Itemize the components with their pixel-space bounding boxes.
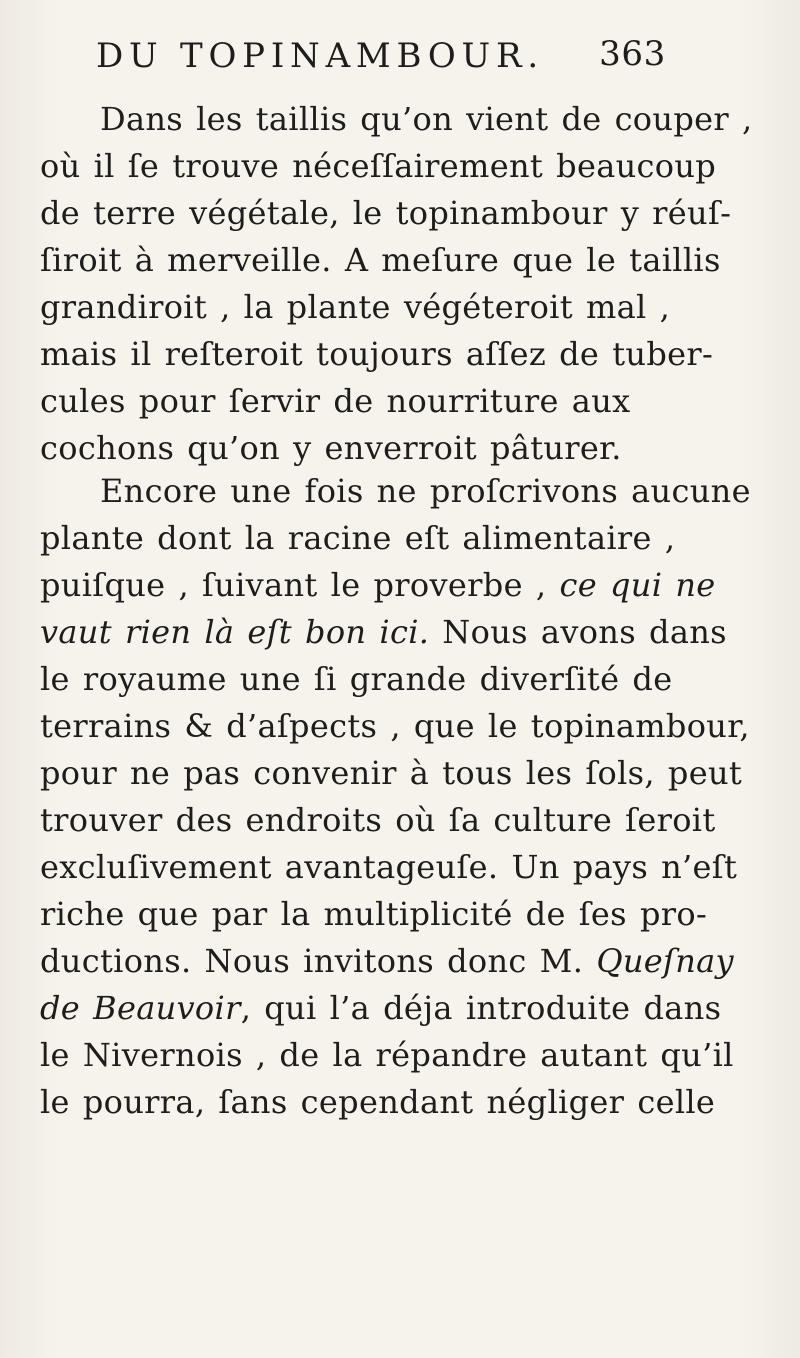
- italic-proverb: vaut rien là eſt bon ici.: [40, 613, 430, 651]
- text-segment: Nous avons dans: [429, 613, 727, 651]
- page-number: 363: [599, 34, 666, 74]
- page-header: [96, 34, 666, 90]
- text-line: Dans les taillis qu’on vient de couper ,: [100, 100, 753, 138]
- text-line: grandiroit , la plante végéteroit mal ,: [40, 288, 671, 326]
- text-line: [40, 562, 740, 609]
- text-line: [40, 938, 740, 985]
- italic-name: Queſnay: [596, 942, 734, 980]
- text-line: [40, 985, 740, 1032]
- paragraph-2: [40, 468, 751, 1126]
- text-line: ſiroit à merveille. A meſure que le taillis: [40, 241, 721, 279]
- text-line: [40, 609, 740, 656]
- text-line: le pourra, ſans cependant négliger celle: [40, 1083, 716, 1121]
- text-line: Encore une fois ne proſcrivons aucune: [100, 472, 751, 510]
- italic-proverb: ce qui ne: [559, 566, 716, 604]
- text-line: pour ne pas convenir à tous les ſols, peut: [40, 754, 743, 792]
- text-segment: , qui l’a déja introduite dans: [240, 989, 722, 1027]
- text-line: trouver des endroits où ſa culture ſeroit: [40, 801, 716, 839]
- text-line: de terre végétale, le topinambour y réuſ-: [40, 194, 732, 232]
- text-line: plante dont la racine eſt alimentaire ,: [40, 519, 676, 557]
- text-line: cules pour ſervir de nourriture aux: [40, 382, 631, 420]
- text-line: excluſivement avantageuſe. Un pays n’eſt: [40, 848, 738, 886]
- italic-name: de Beauvoir: [40, 989, 241, 1027]
- text-segment: ductions. Nous invitons donc M.: [40, 942, 597, 980]
- text-segment: puiſque , ſuivant le proverbe ,: [40, 566, 560, 604]
- text-line: le royaume une ſi grande diverſité de: [40, 660, 673, 698]
- text-line: terrains & d’aſpects , que le topinambour,: [40, 707, 750, 745]
- running-title: DU TOPINAMBOUR.: [96, 36, 544, 76]
- text-line: mais il reſteroit toujours aſſez de tuber-: [40, 335, 714, 373]
- text-line: le Nivernois , de la répandre autant qu’il: [40, 1036, 734, 1074]
- text-line: cochons qu’on y enverroit pâturer.: [40, 429, 622, 467]
- text-line: riche que par la multiplicité de ſes pro-: [40, 895, 708, 933]
- text-line: où il ſe trouve néceſſairement beaucoup: [40, 147, 717, 185]
- paragraph-1: [40, 96, 753, 472]
